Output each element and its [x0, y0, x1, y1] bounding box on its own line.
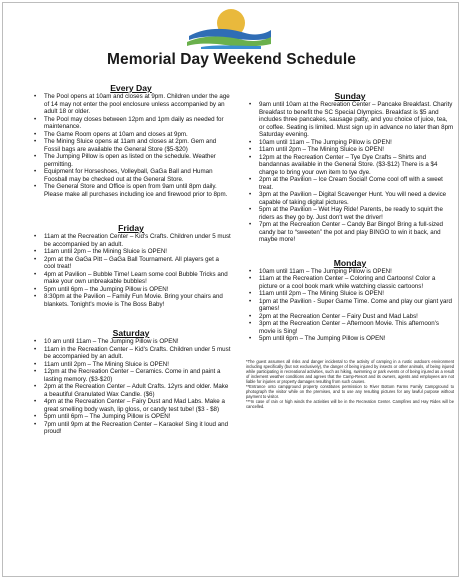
list-item: • 9am until 10am at the Recreation Center – Pancake Breakfast. Charity Breakfast to benefit the SC Special Olympics. Breakfast is $5 and includes three pancakes, sausage patty, and you choice of juice, tea, or coffee. Seating is limited. Must sign up in advance no later than 8pm Saturday evening.	[246, 101, 454, 139]
list-item: • The Pool may closes between 12pm and 1pm daily as needed for maintenance.	[31, 116, 231, 131]
footnote-weather: ***In case of rain or high winds the activities will be in the Recreation Center. Campfires and Hay Rides will be cancelled.	[246, 399, 454, 410]
saturday-list	[31, 338, 231, 436]
every-day-list	[31, 93, 231, 198]
friday-heading: Friday	[118, 223, 144, 233]
right-column	[246, 91, 454, 575]
sunday-list	[246, 101, 454, 244]
page-title: Memorial Day Weekend Schedule	[107, 51, 356, 68]
list-item: • 8:30pm at the Pavilion – Family Fun Movie. Bring your chairs and blankets. Tonight's movie is The Boss Baby!	[31, 293, 231, 308]
list-item: • 11am until 2pm – The Mining Sluice is OPEN!	[31, 361, 231, 369]
every-day-heading: Every Day	[110, 83, 152, 93]
list-item: • 11am until 2pm – the Mining Sluice is OPEN!	[31, 248, 231, 256]
footnote-liability: *The guest assumes all risks and danger incidental to the activity of camping in a rustic outdoors environment including specifically (but not exclusively), the danger of being injured by insects or other animals, of being injured while participating in recreational activities, such as hiking, swimming or park events or of being injured as a result of inclement weather conditions and agrees that the Camp-Resort and its owners, agents and employees are not liable for injuries or property damages resulting from such causes.	[246, 358, 454, 384]
list-item: • 11am until 2pm – The Mining Sluice is OPEN!	[246, 146, 454, 154]
monday-heading: Monday	[333, 257, 367, 268]
list-item: • 12pm at the Recreation Center – Ceramics. Come in and paint a lasting memory. ($3-$20)	[31, 368, 231, 383]
list-item: • 10am until 11am – The Jumping Pillow is OPEN!	[246, 139, 454, 147]
list-item: • 11am at the Recreation Center – Coloring and Cartoons! Color a picture or a cool book mark while watching classic cartoons!	[246, 275, 454, 290]
sunday-heading: Sunday	[334, 91, 366, 101]
list-item: • 11am until 2pm – The Mining Sluice is OPEN!	[246, 290, 454, 298]
list-item: • 3pm at the Recreation Center – Afternoon Movie. This afternoon's movie is Sing!	[246, 320, 454, 335]
list-item: • 7pm until 9pm at the Recreation Center – Karaoke! Sing it loud and proud!	[31, 421, 231, 436]
monday-list	[246, 268, 454, 343]
list-item: • 4pm at Pavilion – Bubble Time! Learn some cool Bubble Tricks and make your own unbreakable bubbles!	[31, 271, 231, 286]
list-item: • The Mining Sluice opens at 11am and closes at 2pm. Gem and Fossil bags are available the General Store ($5-$20)	[31, 138, 231, 153]
schedule-page	[2, 2, 459, 577]
list-item: • 12pm at the Recreation Center – Tye Dye Crafts – Shirts and bandannas available in the General Store. ($3-$12) There is a $4 charge to bring your own item to tye dye.	[246, 154, 454, 177]
list-item: • 5pm at the Pavilion – Wet Hay Ride! Parents, be ready to squirt the riders as they go by. Just don't wet the driver!	[246, 206, 454, 221]
list-item: • 11am in the Recreation Center – Kid's Crafts. Children under 5 must be accompanied by an adult.	[31, 346, 231, 361]
list-item: • 2pm at the Recreation Center – Fairy Dust and Mad Labs!	[246, 313, 454, 321]
list-item: • The General Store and Office is open from 9am until 8pm daily. Please make all purchases including ice and firewood prior to 8pm.	[31, 183, 231, 198]
footnote-photo: **Entrance onto campground property constitutes permission to River Bottom Farms Family Campground to photograph the visitor while on the premises, and to use any resulting pictures for any lawful purpose without payment to visitor.	[246, 383, 454, 400]
list-item: • The Pool opens at 10am and closes at 9pm. Children under the age of 14 may not enter the pool enclosure unless accompanied by an adult 18 or older.	[31, 93, 231, 116]
list-item: • Equipment for Horseshoes, Volleyball, GaGa Ball and Human Foosball may be checked out at the General Store.	[31, 168, 231, 183]
list-item: • 2pm at the Recreation Center – Adult Crafts. 12yrs and older. Make a beautiful Granulated Wax Candle. ($6)	[31, 383, 231, 398]
list-item: • 1pm at the Pavilion - Super Game Time. Come and play our giant yard games!	[246, 298, 454, 313]
list-item: • 5pm until 6pm – the Jumping Pillow is OPEN!	[31, 286, 231, 294]
friday-list	[31, 233, 231, 308]
list-item: • 7pm at the Recreation Center – Candy Bar Bingo! Bring a full-sized candy bar to “sweeten” the pot and play BINGO to win it back, and maybe more!	[246, 221, 454, 244]
list-item: • 11am at the Recreation Center – Kid's Crafts. Children under 5 must be accompanied by an adult.	[31, 233, 231, 248]
list-item: • 10am until 11am – The Jumping Pillow is OPEN!	[246, 268, 454, 276]
list-item: • 5pm until 6pm – The Jumping Pillow is OPEN!	[246, 335, 454, 343]
saturday-heading: Saturday	[112, 328, 150, 338]
sun-over-water-logo	[181, 6, 277, 50]
list-item: • 2pm at the GaGa Pitt – GaGa Ball Tournament. All players get a cool treat!	[31, 256, 231, 271]
list-item: • 3pm at the Pavilion – Digital Scavenger Hunt. You will need a device capable of taking digital pictures.	[246, 191, 454, 206]
left-column	[31, 83, 231, 575]
list-item: • 4pm at the Recreation Center – Fairy Dust and Mad Labs. Make a great smelling body wash, lip gloss, or candy test tube! ($3 - $8)	[31, 398, 231, 413]
list-item: • 5pm until 6pm – The Jumping Pillow is OPEN!	[31, 413, 231, 421]
footnotes	[246, 359, 454, 410]
list-item: • The Game Room opens at 10am and closes at 9pm.	[31, 131, 231, 139]
list-item: • The Jumping Pillow is open as listed on the schedule. Weather permitting.	[31, 153, 231, 168]
list-item: • 10 am until 11am – The Jumping Pillow is OPEN!	[31, 338, 231, 346]
list-item: • 2pm at the Pavilion – Ice Cream Social! Come cool off with a sweet treat.	[246, 176, 454, 191]
